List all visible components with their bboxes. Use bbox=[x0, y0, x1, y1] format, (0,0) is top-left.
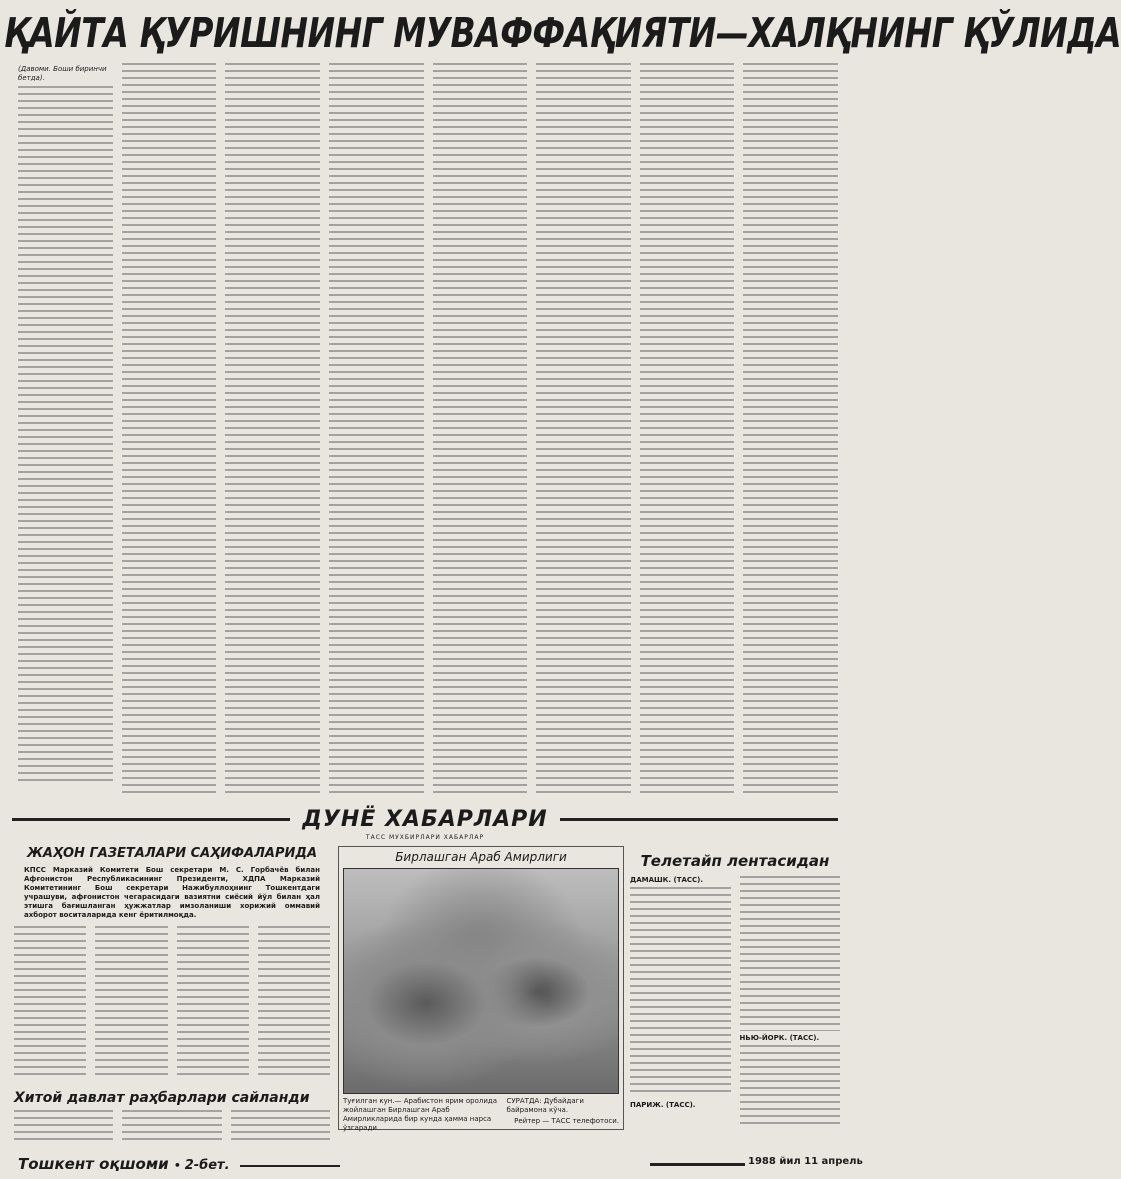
teletype-column bbox=[630, 846, 840, 1146]
teletype-dateline-paris: ПАРИЖ. (ТАСС). bbox=[630, 1101, 696, 1109]
main-article-column-3 bbox=[225, 63, 320, 798]
main-article-column-8 bbox=[743, 63, 838, 798]
world-news-header bbox=[0, 805, 850, 833]
continued-note: (Давоми. Боши биринчи бетда). bbox=[18, 65, 107, 82]
teletype-column-2 bbox=[740, 876, 841, 1146]
paper-name: Тошкент оқшоми bbox=[18, 1155, 169, 1173]
section-divider bbox=[560, 818, 838, 821]
main-article-column-5 bbox=[433, 63, 528, 798]
uae-article bbox=[338, 846, 624, 1130]
main-article-column-4 bbox=[329, 63, 424, 798]
footer-date: 1988 йил 11 апрель bbox=[748, 1156, 863, 1167]
china-article-column-3 bbox=[231, 1110, 330, 1144]
page-headline: ҚАЙТА ҚУРИШНИНГ МУВАФФАҚИЯТИ—ХАЛҚНИНГ ҚЎЛИДА bbox=[4, 8, 1121, 57]
main-article-column-2 bbox=[122, 63, 217, 798]
teletype-title: Телетайп лентасидан bbox=[640, 852, 830, 870]
main-article-column-6 bbox=[536, 63, 631, 798]
china-article-title: Хитой давлат раҳбарлари сайланди bbox=[14, 1090, 310, 1106]
main-article-column-1 bbox=[18, 63, 113, 798]
main-article-column-7 bbox=[640, 63, 735, 798]
footer-paper-name: Тошкент оқшоми • 2-бет. bbox=[18, 1155, 230, 1173]
tass-byline: ТАСС МУХБИРЛАРИ ХАБАРЛАР bbox=[365, 834, 485, 841]
press-review-column-4 bbox=[258, 926, 330, 1076]
teletype-column-1 bbox=[630, 876, 731, 1146]
press-review-lead: КПСС Марказий Комитети Бош секретари М. С. Горбачёв билан Афғонистон Республикасининг Президенти, ХДПА Марказий Комитетининг Бош секретари Нажибуллоҳнинг Тошкентдаги учрашуви, афғонистон чегарасидаги вазиятни сиёсий йўл билан ҳал этишга бағишланган ҳужжатлар имзоланиши хорижий оммавий ахборот воситаларида кенг ёритилмоқда. bbox=[24, 866, 320, 919]
teletype-dateline-newyork: НЬЮ-ЙОРК. (ТАСС). bbox=[739, 1034, 820, 1042]
world-news-title: ДУНЁ ХАБАРЛАРИ bbox=[302, 806, 548, 832]
teletype-dateline-damascus: ДАМАШК. (ТАСС). bbox=[630, 876, 704, 884]
press-review-column-2 bbox=[95, 926, 167, 1076]
china-article bbox=[14, 1090, 330, 1145]
press-review-title: ЖАҲОН ГАЗЕТАЛАРИ САҲИФАЛАРИДА bbox=[27, 846, 317, 861]
uae-caption-left: Туғилган кун.— Арабистон ярим оролида жойлашган Бирлашган Араб Амирликларида бир кунда ҳамма нарса ўзгаради. bbox=[343, 1097, 498, 1132]
china-article-column-1 bbox=[14, 1110, 113, 1144]
section-divider bbox=[12, 818, 290, 821]
press-review-column-1 bbox=[14, 926, 86, 1076]
footer-rule-right bbox=[650, 1163, 745, 1166]
photo-credit: Рейтер — ТАСС телефотоси. bbox=[514, 1117, 619, 1125]
main-article-columns bbox=[18, 63, 838, 798]
uae-article-title: Бирлашган Араб Амирлиги bbox=[395, 850, 567, 864]
footer-rule-left bbox=[240, 1165, 340, 1167]
uae-caption-right: СУРАТДА: Дубайдаги байрамона кўча. bbox=[506, 1097, 584, 1114]
china-article-column-2 bbox=[122, 1110, 221, 1144]
page-number: 2-бет. bbox=[184, 1158, 230, 1173]
uae-street-photo bbox=[343, 868, 619, 1094]
press-review-article bbox=[14, 846, 330, 1086]
press-review-column-3 bbox=[177, 926, 249, 1076]
